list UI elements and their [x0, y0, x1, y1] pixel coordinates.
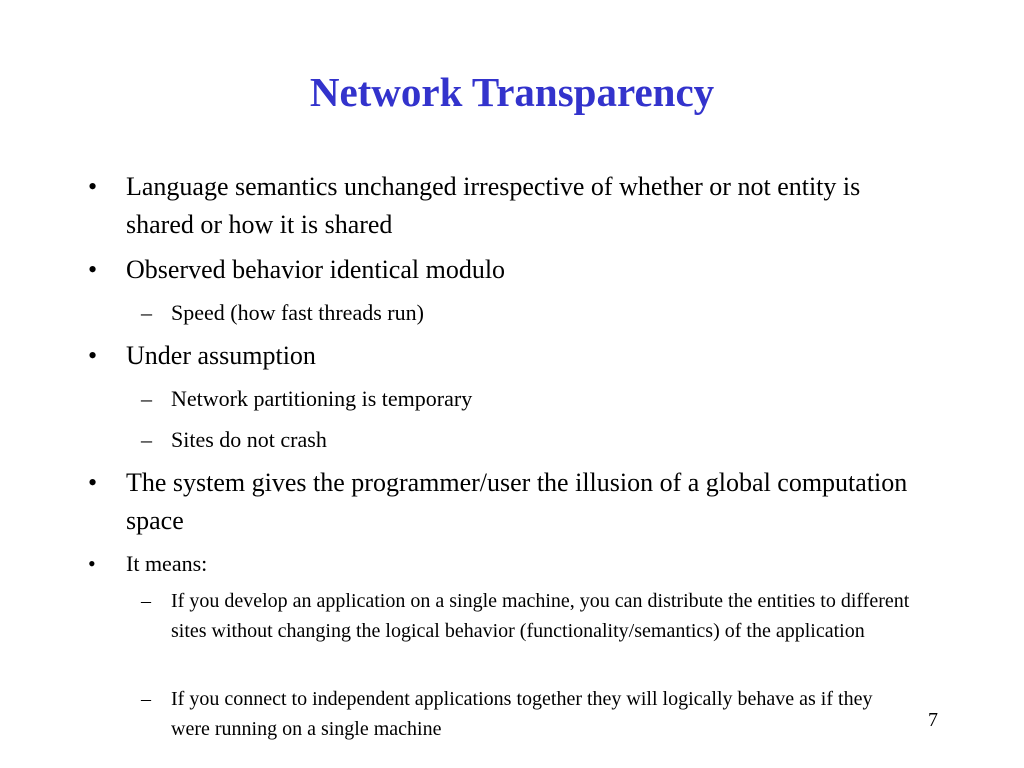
slide-title: Network Transparency: [309, 69, 715, 115]
page-number: 7: [928, 709, 938, 731]
dash-icon: –: [141, 688, 151, 710]
sub-bullet-text: If you develop an application on a single machine, you can distribute the entities to different sites without changing the logical behavior (functionality/semantics) of the application: [171, 590, 910, 642]
bullet-icon: •: [88, 255, 98, 284]
sub-bullet-item: [141, 424, 931, 455]
sub-bullet-text: Speed (how fast threads run): [171, 300, 424, 325]
dash-icon: –: [141, 590, 151, 612]
sub-bullet-text: If you connect to independent applications together they will logically behave as if they were running on a single machine: [171, 688, 873, 740]
bullet-icon: •: [88, 551, 96, 576]
bullet-item: [88, 464, 926, 540]
dash-icon: –: [141, 427, 152, 452]
bullet-icon: •: [88, 341, 98, 370]
bullet-text: It means:: [126, 551, 208, 576]
sub-bullet-item: [141, 383, 931, 414]
sub-bullet-item: [141, 684, 901, 744]
bullet-text: The system gives the programmer/user the illusion of a global computation space: [126, 468, 908, 535]
sub-bullet-item: [141, 297, 931, 328]
bullet-item: [88, 337, 926, 375]
bullet-text: Observed behavior identical modulo: [126, 255, 506, 284]
bullet-item: [88, 251, 926, 289]
dash-icon: –: [141, 386, 152, 411]
bullet-item: [88, 546, 926, 582]
dash-icon: –: [141, 300, 152, 325]
bullet-text: Under assumption: [126, 341, 316, 370]
bullet-icon: •: [88, 172, 98, 201]
bullet-icon: •: [88, 468, 98, 497]
sub-bullet-text: Sites do not crash: [171, 427, 327, 452]
sub-bullet-item: [141, 586, 931, 646]
bullet-text: Language semantics unchanged irrespective of whether or not entity is shared or how it is shared: [126, 172, 861, 239]
bullet-item: [88, 168, 926, 244]
sub-bullet-text: Network partitioning is temporary: [171, 386, 473, 411]
